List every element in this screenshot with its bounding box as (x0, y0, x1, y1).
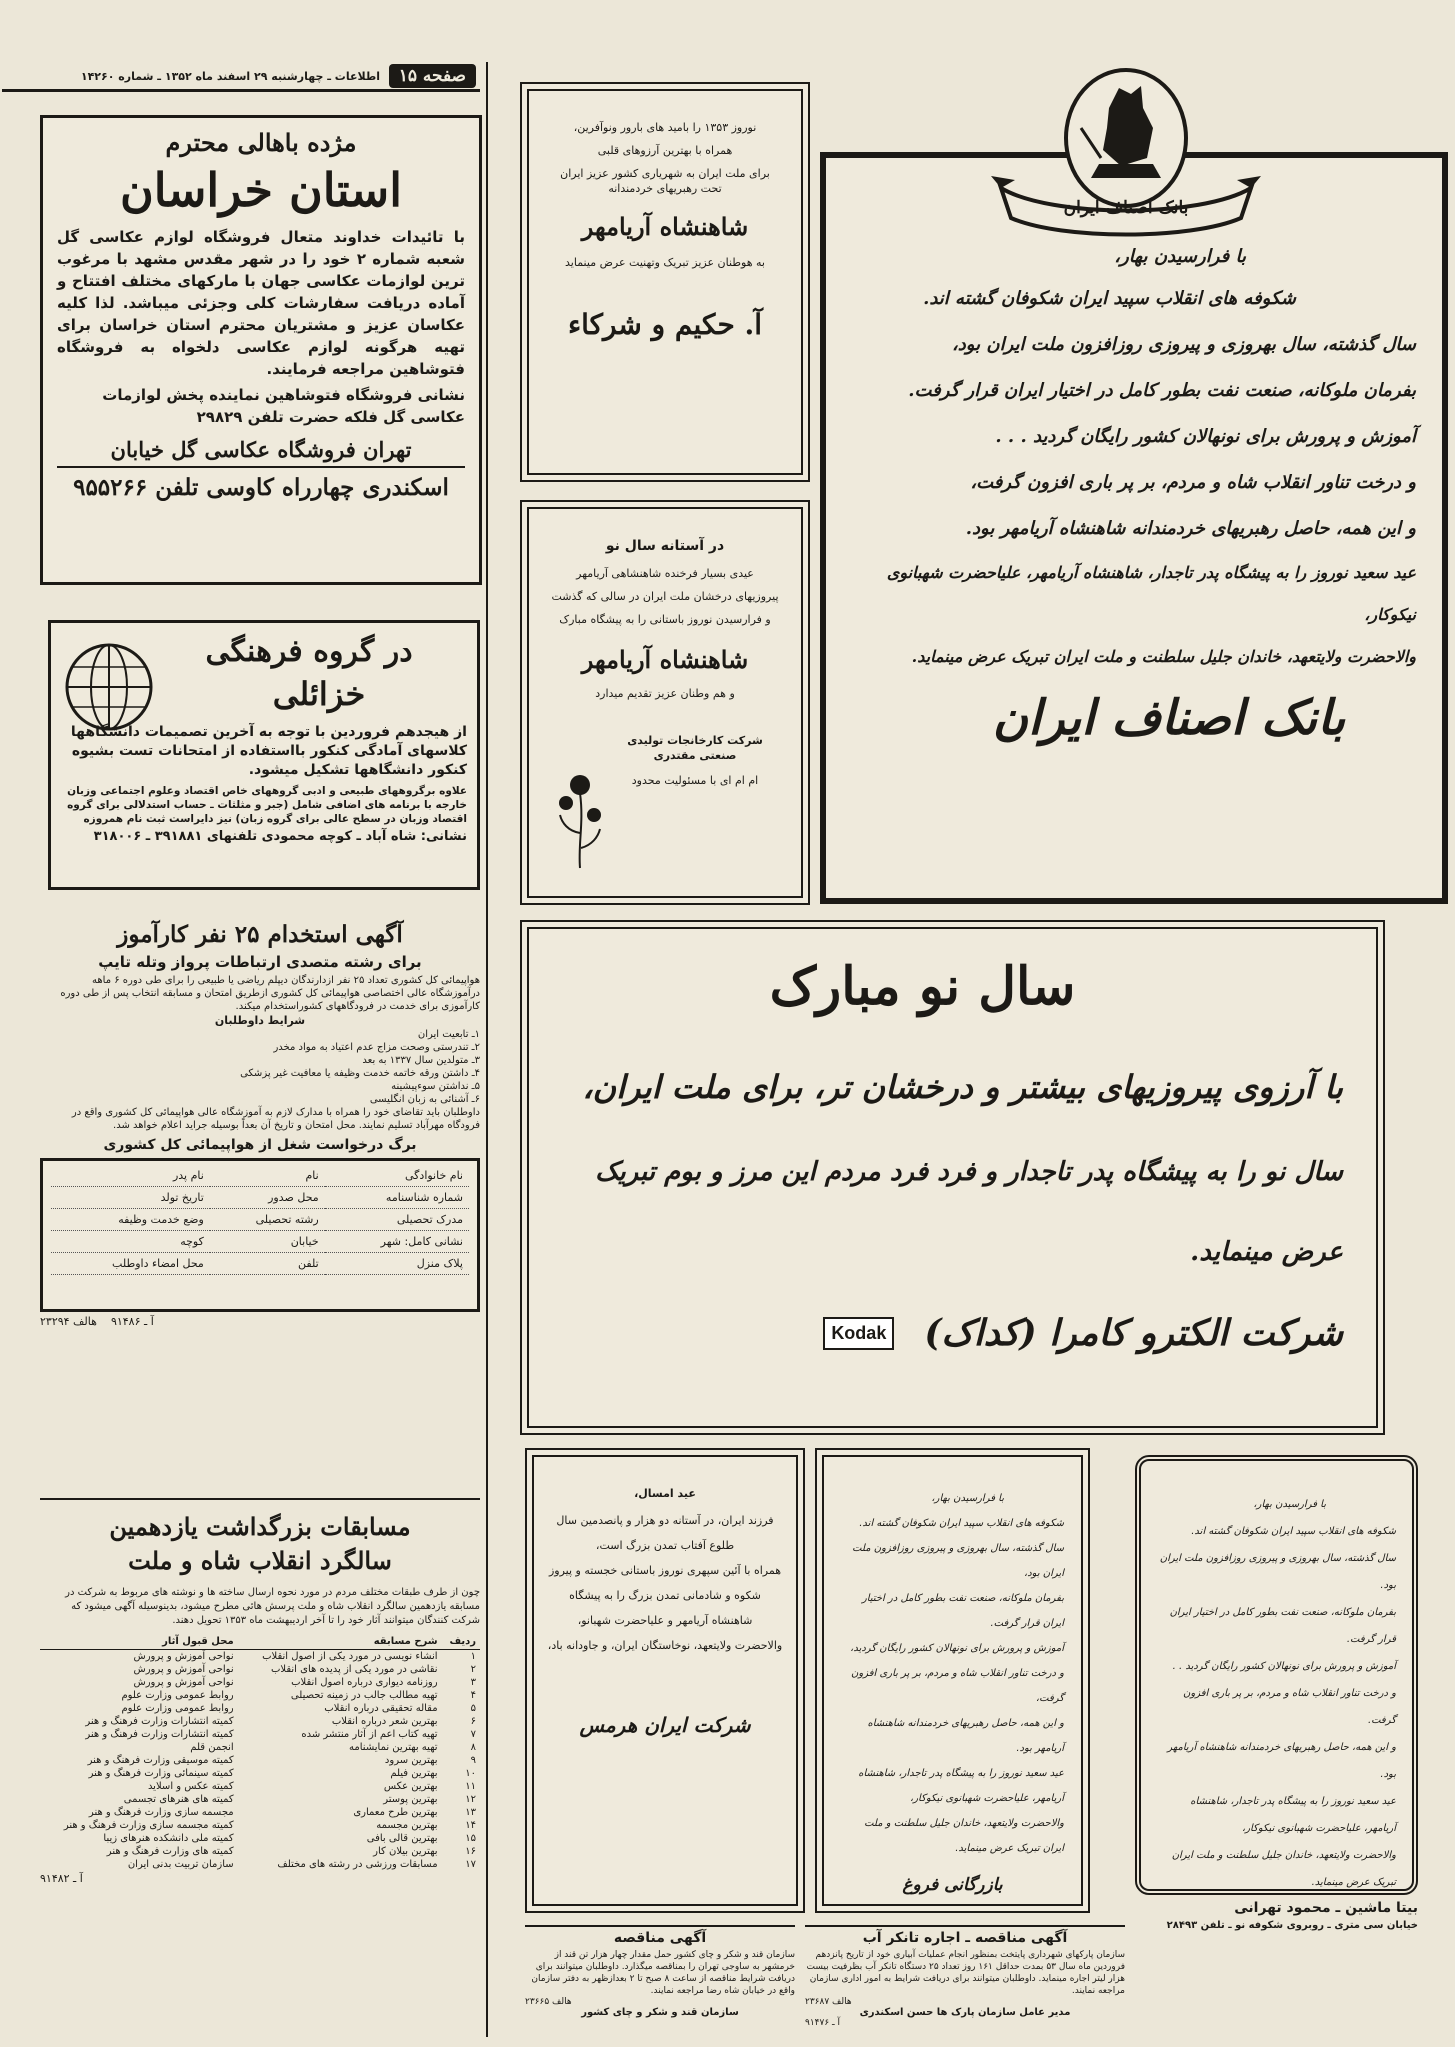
table-cell: بهترین طرح معماری (353, 1807, 438, 1818)
divider (40, 1498, 480, 1500)
tehrani-line1: با فرارسیدن بهار، (1253, 1499, 1326, 1510)
greeting2-line5: و هم وطنان عزیز تقدیم میدارد (595, 687, 735, 700)
table-row (40, 1845, 480, 1858)
table-cell: ۶ (470, 1716, 476, 1727)
contest-table (40, 1634, 480, 1871)
kharazmi-address: نشانی: شاه آباد ـ کوچه محمودی تلفنهای ۳۹۱۸۸۱ ـ ۳۱۸۰۰۶ (93, 829, 467, 844)
hire-condition: ۲ـ تندرستی وصحت مزاج عدم اعتیاد به مواد مخدر (273, 1042, 480, 1053)
table-cell: انجمن قلم (190, 1742, 234, 1753)
table-cell: نواحی آموزش و پرورش (133, 1677, 234, 1688)
table-row (40, 1858, 480, 1871)
table-cell: مسابقات ورزشی در رشته های مختلف (277, 1859, 438, 1870)
hire-ref-code2: هالف ۲۳۲۹۴ (40, 1315, 97, 1328)
table-cell: بهترین مجسمه (376, 1820, 438, 1831)
table-row (40, 1793, 480, 1806)
greeting1-line4: به هوطنان عزیز تبریک وتهنیت عرض مینماید (565, 256, 765, 269)
tender1-sign: سازمان قند و شکر و چای کشور (581, 2007, 739, 2018)
greeting2-line4: و فرارسیدن نوروز باستانی را به پیشگاه مبارک (559, 613, 771, 626)
table-cell: ۸ (470, 1742, 476, 1753)
table-row (40, 1741, 480, 1754)
khorasan-phone: اسکندری چهارراه کاوسی تلفن ۹۵۵۲۶۶ (57, 466, 465, 508)
hire-form (40, 1158, 480, 1312)
table-cell: ۱ (470, 1651, 476, 1662)
globe-logo (63, 641, 155, 733)
table-header-row (40, 1634, 480, 1650)
column-rule (486, 62, 488, 2037)
contest-title2: سالگرد انقلاب شاه و ملت (128, 1546, 392, 1575)
tehrani-line8: عید سعید نوروز را به پیشگاه پدر تاجدار، شاهنشاه آریامهر، علیاحضرت شهبانوی نیکوکار، (1190, 1796, 1396, 1834)
forough-line5: آموزش و پرورش برای نونهالان کشور رایگان گردید، (850, 1643, 1064, 1654)
greeting1-company: آ. حکیم و شرکاء (567, 308, 763, 341)
tehrani-address: خیابان سی متری ـ روبروی شکوفه نو ـ تلفن ۲۸۴۹۳ (1166, 1920, 1418, 1931)
table-cell: تهیه مطالب جالب در زمینه تحصیلی (290, 1690, 438, 1701)
hire-condition: ۳ـ متولدین سال ۱۳۳۷ به بعد (362, 1055, 480, 1066)
table-row (40, 1728, 480, 1741)
form-cell: نام خانوادگی (325, 1165, 469, 1187)
form-cell: وضع خدمت وظیفه (51, 1209, 210, 1231)
form-cell: شماره شناسنامه (325, 1187, 469, 1209)
kodak-logo: Kodak (823, 1317, 894, 1350)
bank-logo (991, 68, 1261, 238)
table-cell: ۱۲ (465, 1794, 476, 1805)
table-cell: ۴ (470, 1690, 476, 1701)
tender2-body: سازمان پارکهای شهرداری پایتخت بمنظور انجام عملیات آبیاری خود از تاریخ پانزدهم فروردین ماه سال ۵۳ بمدت حداقل ۱۶۱ روز تعداد ۲۵ دستگاه تانکر آب بظرفیت بیست هزار لیتر اجاره مینماید. داوطلبان میتوانند برای دریافت شرایط به امور اداری سازمان مراجعه نمایند. (806, 1950, 1125, 1996)
table-row (40, 1806, 480, 1819)
form-cell: محل صدور (210, 1187, 325, 1209)
kharazmi-small: علاوه برگروههای طبیعی و ادبی گروههای خاص اقتصاد وعلوم اجتماعی وزبان خارجه با برنامه های اضافی شامل (جبر و مثلثات ـ حساب استدلالی برای گروه اقتصاد وزبان در سطح عالی برای گروه زبان) نیز دایراست ثبت نام همروزه (67, 785, 467, 825)
issue-line: اطلاعات ـ چهارشنبه ۲۹ اسفند ماه ۱۳۵۲ ـ شماره ۱۴۲۶۰ (80, 70, 380, 83)
globe-icon (63, 641, 155, 733)
hire-subtitle: برای رشته متصدی ارتباطات پرواز وتله تایپ (98, 953, 422, 971)
table-cell: روابط عمومی وزارت علوم (121, 1690, 234, 1701)
bank-line3: سال گذشته، سال بهروزی و پیروزی روزافزون ملت ایران بود، (951, 334, 1416, 355)
table-cell: بهترین قالی بافی (366, 1833, 438, 1844)
table-cell: ۱۷ (465, 1859, 476, 1870)
table-cell: نواحی آموزش و پرورش (133, 1651, 234, 1662)
bank-line8: عید سعید نوروز را به پیشگاه پدر تاجدار، شاهنشاه آریامهر، علیاحضرت شهبانوی نیکوکار، (886, 563, 1416, 624)
table-cell: کمیته عکس و اسلاید (147, 1781, 234, 1792)
tender2-ref2: آ ـ ۹۱۴۷۶ (805, 2018, 841, 2028)
tender2-ref: هالف ۲۳۶۸۷ (805, 1997, 852, 2007)
form-cell: نام (210, 1165, 325, 1187)
table-cell: سازمان تربیت بدنی ایران (127, 1859, 234, 1870)
kodak-company: شرکت الکترو کامرا (کداک) (924, 1312, 1343, 1354)
table-cell: ۱۱ (465, 1781, 476, 1792)
table-cell: ۲ (470, 1664, 476, 1675)
ad-kharazmi (48, 620, 480, 890)
hire-form-table (51, 1165, 469, 1275)
tehrani-line7: و این همه، حاصل رهبریهای خردمندانه شاهنشاه آریامهر بود. (1167, 1742, 1396, 1780)
table-cell: کمیته مجسمه سازی وزارت فرهنگ و هنر (63, 1820, 234, 1831)
table-row (40, 1780, 480, 1793)
table-cell: روزنامه دیواری درباره اصول انقلاب (291, 1677, 438, 1688)
table-cell: ۱۳ (465, 1807, 476, 1818)
hire-title: آگهی استخدام ۲۵ نفر کارآموز (117, 921, 403, 948)
kodak-line2: سال نو را به پیشگاه پدر تاجدار و فرد فرد مردم این مرز و بوم تبریک عرض مینماید. (595, 1157, 1343, 1267)
table-row (40, 1676, 480, 1689)
ad-bank-asnaf (820, 152, 1448, 904)
ad-khorasan (40, 115, 482, 585)
khorasan-tehran: تهران فروشگاه عکاسی گل خیابان (110, 437, 412, 462)
table-row (40, 1767, 480, 1780)
tehrani-line2: شکوفه های انقلاب سپید ایران شکوفان گشته اند. (1191, 1526, 1396, 1537)
hire-ref-code: آ ـ ۹۱۴۸۶ (110, 1315, 154, 1328)
table-cell: روابط عمومی وزارت علوم (121, 1703, 234, 1714)
hermes-company: شرکت ایران هرمس (579, 1713, 751, 1737)
form-cell: نام پدر (51, 1165, 210, 1187)
table-cell: تهیه کتاب اعم از آثار منتشر شده (301, 1729, 438, 1740)
tehrani-line5: آموزش و پرورش برای نونهالان کشور رایگان گردید . . (1172, 1661, 1396, 1672)
table-cell: بهترین فیلم (390, 1768, 438, 1779)
flower-ornament (550, 763, 610, 873)
form-cell: تلفن (210, 1253, 325, 1275)
hermes-line1: عید امسال، (634, 1487, 696, 1500)
hire-cond-title: شرایط داوطلبان (214, 1014, 306, 1027)
tehrani-footer (1135, 1898, 1418, 1938)
forough-line3: سال گذشته، سال بهروزی و پیروزی روزافزون ملت ایران بود، (852, 1543, 1064, 1579)
bank-line2: شکوفه های انقلاب سپید ایران شکوفان گشته اند. (923, 288, 1296, 309)
khorasan-address: نشانی فروشگاه فتوشاهین نماینده پخش لوازمات عکاسی گل فلکه حضرت تلفن ۲۹۸۲۹ (102, 386, 465, 426)
forough-line1: با فرارسیدن بهار، (931, 1493, 1004, 1504)
hermes-line5: شکوه و شادمانی تمدن بزرگ را به پیشگاه (569, 1589, 761, 1602)
greeting1-line2: همراه با بهترین آرزوهای قلبی (597, 144, 733, 157)
bank-logo-text: بانک اصناف ایران (1063, 198, 1189, 218)
forough-text (841, 1486, 1064, 1861)
contest-table-body (40, 1650, 480, 1872)
greeting2-line1: در آستانه سال نو (605, 538, 725, 554)
table-cell: کمیته سینمائی وزارت فرهنگ و هنر (88, 1768, 234, 1779)
table-cell: تهیه بهترین نمایشنامه (349, 1742, 438, 1753)
hire-body: داوطلبان باید تقاضای خود را همراه با مدارک لازم به آموزشگاه عالی هواپیمائی کل کشوری واقع در فرودگاه مهرآباد تسلیم نمایند. محل امتحان و تاریخ آن بعداً بوسیله جراید اعلام خواهد شد. (71, 1107, 480, 1131)
forough-line9: والاحضرت ولایتعهد، خاندان جلیل سلطنت و ملت ایران تبریک عرض مینماید. (864, 1818, 1064, 1854)
table-cell: ۱۰ (465, 1768, 476, 1779)
ad-bazargani-forough (815, 1448, 1090, 1913)
table-row (40, 1715, 480, 1728)
ad-iran-hermes (525, 1448, 805, 1913)
flower-icon (550, 763, 610, 873)
greeting1-name: شاهنشاه آریامهر (581, 212, 749, 241)
tehrani-sign: بیتا ماشین ـ محمود تهرانی (1234, 1900, 1418, 1916)
ad-greeting-hakim (520, 82, 810, 482)
khorasan-kicker: مژده باهالی محترم (165, 128, 357, 157)
ad-greeting-moghtaderi (520, 500, 810, 905)
bank-line7: و این همه، حاصل رهبریهای خردمندانه شاهنشاه آریامهر بود. (965, 518, 1416, 539)
forough-line2: شکوفه های انقلاب سپید ایران شکوفان گشته اند. (859, 1518, 1064, 1529)
tehrani-line3: سال گذشته، سال بهروزی و پیروزی روزافزون ملت ایران بود. (1159, 1553, 1396, 1591)
khorasan-body: با تائیدات خداوند متعال فروشگاه لوازم عکاسی گل شعبه شماره ۲ خود را در شهر مقدس مشهد با مرغوب ترین لوازمات عکاسی جهان با مارکهای مختلف افتتاح و آماده دریافت سفارشات کلی وجزئی میباشد. لذا کلیه عکاسان عزیز و مشتریان محترم استان خراسان برای تهیه هرگونه لوازم عکاسی دلخواه به فروشگاه فتوشاهین مراجعه فرمایند. (57, 228, 465, 378)
table-row (51, 1187, 469, 1209)
kodak-line1: با آرزوی پیروزیهای بیشتر و درخشان تر، برای ملت ایران، (582, 1068, 1343, 1106)
table-cell: ۹ (470, 1755, 476, 1766)
greeting1-line3: برای ملت ایران به شهریاری کشور عزیز ایران تحت رهبریهای خردمندانه (560, 167, 770, 195)
tehrani-line9: والاحضرت ولایتعهد، خاندان جلیل سلطنت و ملت ایران تبریک عرض مینماید. (1171, 1850, 1396, 1888)
table-cell: کمیته موسیقی وزارت فرهنگ و هنر (87, 1755, 234, 1766)
forough-line7: و این همه، حاصل رهبریهای خردمندانه شاهنشاه آریامهر بود. (867, 1718, 1064, 1754)
table-cell: ۱۴ (465, 1820, 476, 1831)
hire-condition: ۶ـ آشنائی به زبان انگلیسی (369, 1094, 480, 1105)
hire-form-title: برگ درخواست شغل از هواپیمائی کل کشوری (103, 1137, 417, 1153)
hermes-line4: همراه با آئین سپهری نوروز باستانی خجسته و پیروز (548, 1564, 782, 1577)
table-cell: بهترین پوستر (383, 1794, 438, 1805)
hermes-line7: والاحضرت ولایتعهد، نوخاستگان ایران، و جاودانه باد، (547, 1639, 783, 1652)
bank-line5: آموزش و پرورش برای نونهالان کشور رایگان گردید . . . (995, 426, 1416, 447)
hermes-line6: شاهنشاه آریامهر و علیاحضرت شهبانو، (577, 1614, 753, 1627)
table-cell: نقاشی در مورد یکی از پدیده های انقلاب (270, 1664, 438, 1675)
table-cell: مجسمه سازی وزارت فرهنگ و هنر (88, 1807, 234, 1818)
ad-bita-machine (1135, 1455, 1418, 1895)
kharazmi-title: در گروه فرهنگی (205, 634, 413, 669)
greeting2-name: شاهنشاه آریامهر (581, 645, 749, 674)
table-cell: ۷ (470, 1729, 476, 1740)
form-cell: مدرک تحصیلی (325, 1209, 469, 1231)
ad-kodak (520, 920, 1385, 1435)
table-cell: کمیته های وزارت فرهنگ و هنر (106, 1846, 234, 1857)
tender2-sign: مدیر عامل سازمان پارک ها حسن اسکندری (859, 2007, 1071, 2018)
contest-intro: چون از طرف طبقات مختلف مردم در مورد نحوه ارسال ساخته ها و نوشته های مربوط به شرکت در مسابقه یازدهمین سالگرد انقلاب شاه و ملت پرسش هائی مطرح میشود، بدینوسیله آگهی میشود که شرکت کنندگان میتوانند آثار خود را تا آخر اردیبهشت ماه ۱۳۵۳ تحویل دهند. (65, 1587, 480, 1626)
greeting2-line3: پیروزیهای درخشان ملت ایران در سالی که گذشت (551, 590, 779, 603)
bank-line6: و درخت تناور انقلاب شاه و مردم، بر پر باری افزون گرفت، (970, 472, 1416, 493)
table-row (40, 1754, 480, 1767)
tender-sugar (525, 1925, 795, 2043)
tender2-title: آگهی مناقصه ـ اجاره تانکر آب (862, 1930, 1068, 1946)
hire-conditions (40, 1028, 480, 1106)
form-cell: پلاک منزل (325, 1253, 469, 1275)
bank-line9: والاحضرت ولایتعهد، خاندان جلیل سلطنت و ملت ایران تبریک عرض مینماید. (911, 647, 1416, 666)
tender1-ref: هالف ۲۳۶۶۵ (525, 1997, 572, 2007)
hire-condition: ۱ـ تابعیت ایران (417, 1029, 480, 1040)
tender-tanker (805, 1925, 1125, 2043)
ad-hire (40, 920, 480, 1328)
tehrani-text (1157, 1491, 1396, 1896)
hermes-line2: فرزند ایران، در آستانه دو هزار و پانصدمین سال (556, 1514, 774, 1527)
table-row (40, 1819, 480, 1832)
column-header: شرح مسابقه (238, 1634, 442, 1650)
bank-line4: بفرمان ملوکانه، صنعت نفت بطور کامل در اختیار ایران قرار گرفت. (908, 380, 1416, 401)
table-row (40, 1650, 480, 1664)
greeting2-company2: ام ام ای با مسئولیت محدود (631, 774, 759, 787)
table-row (51, 1253, 469, 1275)
form-cell: تاریخ تولد (51, 1187, 210, 1209)
table-cell: بهترین بیلان کار (373, 1846, 438, 1857)
tender1-body: سازمان قند و شکر و چای کشور حمل مقدار چهار هزار تن قند از خرمشهر به ساوجی تهران را بمناقصه میگذارد. داوطلبان میتوانند برای دریافت شرایط مناقصه از ساعت ۸ صبح تا ۲ بعدازظهر به دفتر سازمان واقع در خیابان شاه رضا مراجعه نمایند. (531, 1950, 795, 1996)
form-cell: خیابان (210, 1231, 325, 1253)
contest-title1: مسابقات بزرگداشت یازدهمین (109, 1512, 411, 1541)
tehrani-line4: بفرمان ملوکانه، صنعت نفت بطور کامل در اختیار ایران قرار گرفت. (1169, 1607, 1396, 1645)
bank-text (852, 238, 1416, 678)
contest-ref: آ ـ ۹۱۴۸۲ (40, 1872, 83, 1885)
table-cell: نواحی آموزش و پرورش (133, 1664, 234, 1675)
table-cell: ۵ (470, 1703, 476, 1714)
table-cell: ۱۵ (465, 1833, 476, 1844)
ad-contest (40, 1510, 480, 2040)
bank-sign: بانک اصناف ایران (992, 690, 1346, 746)
hire-condition: ۵ـ نداشتن سوءپیشینه (391, 1081, 480, 1092)
forough-line4: بفرمان ملوکانه، صنعت نفت بطور کامل در اختیار ایران قرار گرفت. (861, 1593, 1064, 1629)
table-cell: کمیته های هنرهای تجسمی (123, 1794, 234, 1805)
column-header: ردیف (442, 1634, 480, 1650)
forough-line8: عید سعید نوروز را به پیشگاه پدر تاجدار، شاهنشاه آریامهر، علیاحضرت شهبانوی نیکوکار، (858, 1768, 1064, 1804)
page-header (2, 62, 480, 92)
table-row (51, 1231, 469, 1253)
form-cell: نشانی کامل: شهر (325, 1231, 469, 1253)
hire-condition: ۴ـ داشتن ورقه خاتمه خدمت وظیفه یا معافیت غیر پزشکی (240, 1068, 480, 1079)
table-cell: کمیته انتشارات وزارت فرهنگ و هنر (85, 1729, 234, 1740)
greeting2-company: شرکت کارخانجات تولیدی صنعتی مقتدری (627, 734, 763, 762)
kodak-title: سال نو مبارک (769, 956, 1076, 1017)
table-cell: کمیته ملی دانشکده هنرهای زیبا (103, 1833, 234, 1844)
kodak-sign-row (562, 1312, 1343, 1354)
table-row (40, 1689, 480, 1702)
forough-line6: و درخت تناور انقلاب شاه و مردم، بر پر باری افزون گرفت، (851, 1668, 1064, 1704)
column-header: محل قبول آثار (40, 1634, 238, 1650)
hire-ref (40, 1314, 480, 1329)
table-cell: مقاله تحقیقی درباره انقلاب (324, 1703, 438, 1714)
table-cell: ۱۶ (465, 1846, 476, 1857)
table-cell: ۳ (470, 1677, 476, 1688)
table-row (40, 1702, 480, 1715)
form-cell: محل امضاء داوطلب (51, 1253, 210, 1275)
tender1-title: آگهی مناقصه (613, 1930, 707, 1946)
kharazmi-name: خزائلی (272, 675, 366, 713)
khorasan-headline: استان خراسان (120, 163, 402, 217)
table-cell: کمیته انتشارات وزارت فرهنگ و هنر (85, 1716, 234, 1727)
greeting2-line2: عیدی بسیار فرخنده شاهنشاهی آریامهر (576, 567, 754, 580)
table-cell: انشاء نویسی در مورد یکی از اصول انقلاب (262, 1651, 438, 1662)
greeting1-line1: نوروز ۱۳۵۳ را بامید های بارور ونوآفرین، (573, 121, 757, 134)
table-row (51, 1209, 469, 1231)
hermes-line3: طلوع آفتاب تمدن بزرگ است، (595, 1539, 735, 1552)
table-row (51, 1165, 469, 1187)
bank-line1: با فرارسیدن بهار، (1114, 246, 1246, 267)
form-cell: رشته تحصیلی (210, 1209, 325, 1231)
table-cell: بهترین سرود (384, 1755, 438, 1766)
form-cell: کوچه (51, 1231, 210, 1253)
table-cell: بهترین عکس (383, 1781, 438, 1792)
tehrani-line6: و درخت تناور انقلاب شاه و مردم، بر پر باری افزون گرفت. (1183, 1688, 1396, 1726)
table-cell: بهترین شعر درباره انقلاب (331, 1716, 438, 1727)
table-row (40, 1663, 480, 1676)
forough-sign: بازرگانی فروغ (902, 1875, 1003, 1895)
page-label: صفحه ۱۵ (389, 64, 476, 88)
table-row (40, 1832, 480, 1845)
hire-intro: هواپیمائی کل کشوری تعداد ۲۵ نفر ازدارندگان دیپلم ریاضی یا طبیعی را برای طی دوره ۶ ماهه درآموزشگاه عالی اختصاصی هواپیمائی کل کشوری ازطریق امتحان و مسابقه انتخاب پس از طی دوره کارآموزی برای خدمت در فرودگاههای کشوراستخدام میکند. (60, 975, 480, 1012)
kharazmi-body: از هیجدهم فروردین با توجه به آخرین تصمیمات دانشگاهها کلاسهای آمادگی کنکور بااستفاده از امتحانات تست بشیوه کنکور دانشگاهها تشکیل میشود. (70, 724, 467, 778)
